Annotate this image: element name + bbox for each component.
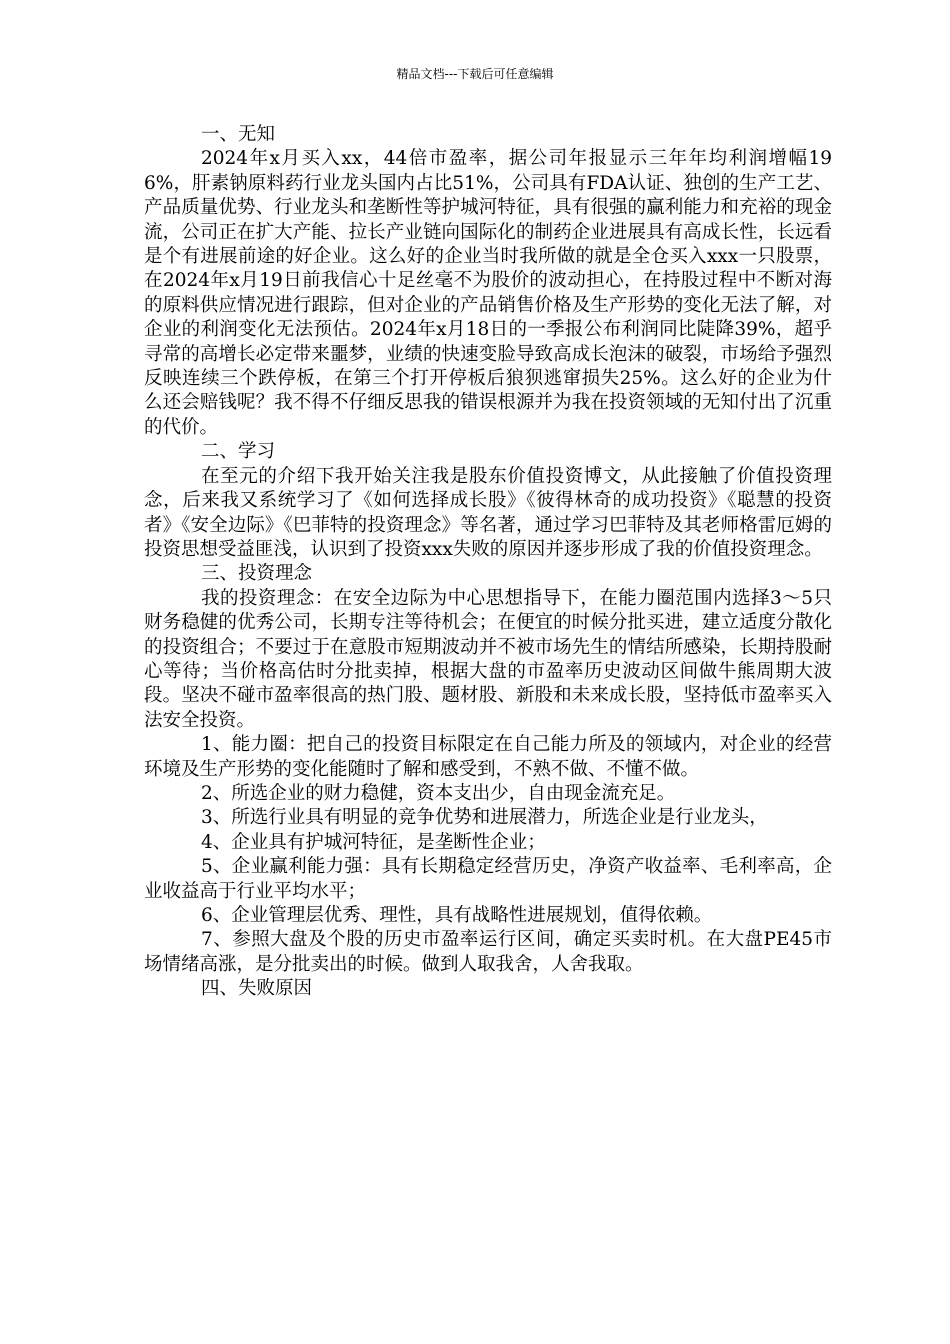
section-heading-ignorance: 一、无知	[201, 124, 276, 145]
list-item: 5、企业赢利能力强：具有长期稳定经营历史，净资产收益率、毛利率高，企业收益高于行业平均水平；	[144, 856, 832, 902]
list-item: 1、能力圈：把自己的投资目标限定在自己能力所及的领域内，对企业的经营环境及生产形势的变化能随时了解和感受到，不熟不做、不懂不做。	[144, 734, 832, 780]
list-item: 3、所选行业具有明显的竞争优势和进展潜力，所选企业是行业龙头，	[201, 807, 768, 829]
document-body	[144, 123, 832, 1002]
list-item: 6、企业管理层优秀、理性，具有战略性进展规划，值得依赖。	[201, 905, 713, 926]
paragraph-philosophy: 我的投资理念：在安全边际为中心思想指导下，在能力圈范围内选择3～5只财务稳健的优秀公司，长期专注等待机会；在便宜的时候分批买进，建立适度分散化的投资组合；不要过于在意股市短期波动并不被市场先生的情结所感染，长期持股耐心等待；当价格高估时分批卖掉，根据大盘的市盈率历史波动区间做牛熊周期大波段。坚决不碰市盈率很高的热门股、题材股、新股和未来成长股，坚持低市盈率买入法安全投资。	[144, 587, 832, 731]
paragraph-learning: 在至元的介绍下我开始关注我是股东价值投资博文，从此接触了价值投资理念，后来我又系统学习了《如何选择成长股》《彼得林奇的成功投资》《聪慧的投资者》《安全边际》《巴菲特的投资理念》等名著，通过学习巴菲特及其老师格雷厄姆的投资思想受益匪浅，认识到了投资xxx失败的原因并逐步形成了我的价值投资理念。	[144, 465, 832, 560]
page-header: 精品文档---下载后可任意编辑	[396, 67, 554, 81]
list-item: 2、所选企业的财力稳健，资本支出少，自由现金流充足。	[201, 782, 676, 804]
section-heading-philosophy: 三、投资理念	[201, 563, 313, 585]
paragraph-ignorance: 2024年x月买入xx，44倍市盈率，据公司年报显示三年年均利润增幅196%，肝素钠原料药行业龙头国内占比51%，公司具有FDA认证、独创的生产工艺、产品质量优势、行业龙头和垄断性等护城河特征，具有很强的赢利能力和充裕的现金流，公司正在扩大产能、拉长产业链向国际化的制药企业进展具有高成长性，长远看是个有进展前途的好企业。这么好的企业当时我所做的就是全仓买入xxx一只股票，在2024年x月19日前我信心十足丝毫不为股价的波动担心，在持股过程中不断对海的原料供应情况进行跟踪，但对企业的产品销售价格及生产形势的变化无法了解，对企业的利润变化无法预估。2024年x月18日的一季报公布利润同比陡降39%，超乎寻常的高增长必定带来噩梦，业绩的快速变脸导致高成长泡沫的破裂，市场给予强烈反映连续三个跌停板，在第三个打开停板后狼狈逃窜损失25%。这么好的企业为什么还会赔钱呢？我不得不仔细反思我的错误根源并为我在投资领域的无知付出了沉重的代价。	[144, 148, 832, 438]
list-item: 4、企业具有护城河特征，是垄断性企业；	[201, 831, 546, 853]
section-heading-learning: 二、学习	[201, 441, 276, 463]
section-heading-failure-reasons: 四、失败原因	[201, 978, 313, 1000]
list-item: 7、参照大盘及个股的历史市盈率运行区间，确定买卖时机。在大盘PE45市场情绪高涨，是分批卖出的时候。做到人取我舍，人舍我取。	[144, 929, 832, 975]
